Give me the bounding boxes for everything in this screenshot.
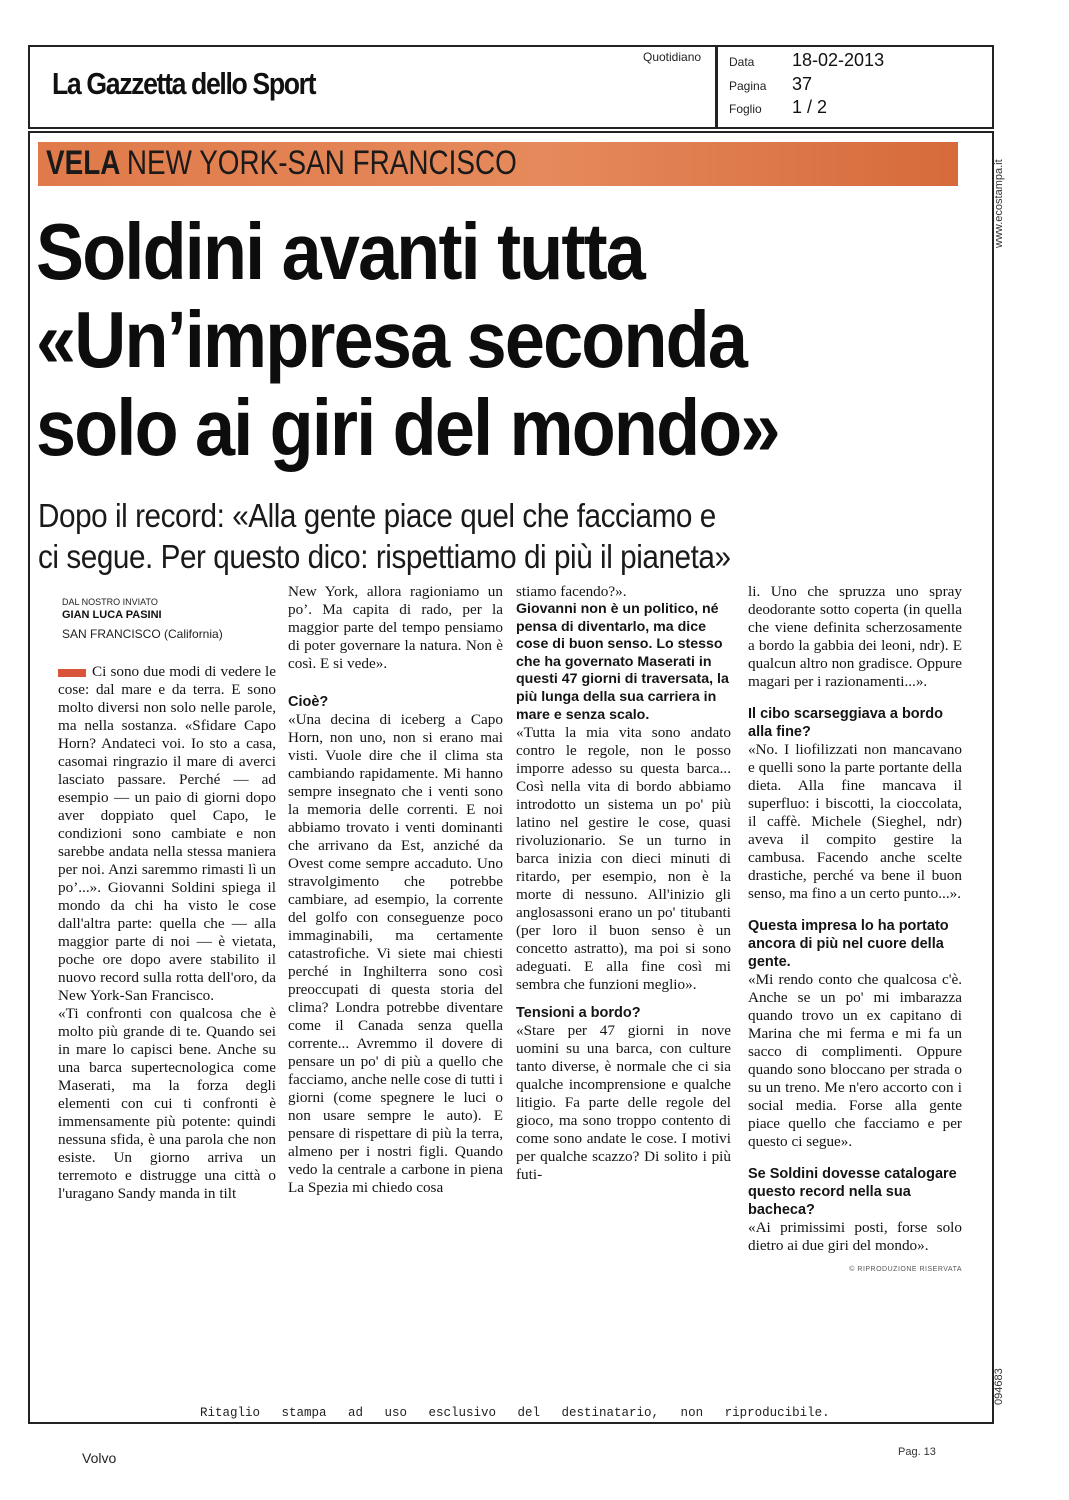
publication-type: Quotidiano bbox=[643, 50, 702, 64]
copyright-notice: © RIPRODUZIONE RISERVATA bbox=[849, 1266, 962, 1273]
article-column-3 bbox=[516, 583, 731, 1184]
byline-author: GIAN LUCA PASINI bbox=[62, 609, 162, 621]
subhead-line-2: ci segue. Per questo dico: rispettiamo di più il pianeta» bbox=[38, 538, 731, 575]
headline-line-2: «Un’impresa seconda bbox=[36, 295, 747, 384]
kicker-section: VELA bbox=[46, 144, 121, 182]
paragraph: «Ai primissimi posti, forse solo dietro ai due giri del mondo». bbox=[748, 1219, 962, 1254]
question: Cioè? bbox=[288, 694, 329, 710]
paragraph: «Stare per 47 giorni in nove uomini su una barca, con culture tanto diverse, è normale che ci sia qualche incomprensione e qualche litigio. Fa parte delle regole del gioco, ma sono troppo contento di come sono andate le cose. I motivi per qualche scazzo? Di solito i più futi- bbox=[516, 1022, 731, 1184]
paragraph: Ci sono due modi di vedere le cose: dal mare e da terra. E sono molto diversi non solo nelle parole, ma nella sostanza. «Sfidare Capo Horn? Andateci voi. Io sto a casa, casomai ringrazio il mare di averci lasciato passare. Perché — ad esempio — un paio di giorni dopo aver doppiato quel Capo, le condizioni sono cambiate e non sarebbe andata nella stessa maniera per noi. Anzi saremmo rimasti lì un po’...». Giovanni Soldini spiega il mondo da chi ha visto le cose dall'altra parte: quella che — alla maggior parte di noi — è vietata, poche ore dopo avere stabilito il nuovo record sulla rotta dell'oro, da New York-San Francisco. bbox=[58, 663, 276, 1004]
question: Questa impresa lo ha portato ancora di più nel cuore della gente. bbox=[748, 918, 949, 970]
paragraph: «Ti confronti con qualcosa che è molto più grande di te. Quando sei in mare lo capisci bene. Anche su una barca supertecnologica come Maserati, ma la forza degli elementi con cui ti confronti è immensamente più potente: quindi nessuna sfida, è una parola che non esiste. Un giorno arriva un terremoto e distrugge una città o l'uragano Sandy manda in tilt bbox=[58, 1005, 276, 1202]
date-value: 18-02-2013 bbox=[792, 50, 885, 70]
footer-page-number: Pag. 13 bbox=[898, 1446, 936, 1458]
paragraph: «Mi rendo conto che qualcosa c'è. Anche se un po' mi imbarazza quando trovo un ex capitano di Marina che mi ferma e mi fa un sacco di complimenti. Oppure quando sono bloccano per strada o su un treno. Me n'ero accorto con i social media. Forse alla gente piace quello che facciamo e per questo ci segue». bbox=[748, 971, 962, 1150]
article-column-2 bbox=[288, 583, 503, 1197]
paragraph: li. Uno che spruzza uno spray deodorante sotto coperta (in quella che viene definita scherzosamente a bordo la gabbia dei leoni, ndr). E qualcun altro non gradisce. Oppure magari per i razionamenti...». bbox=[748, 583, 962, 690]
question: Se Soldini dovesse catalogare questo record nella sua bacheca? bbox=[748, 1166, 957, 1218]
kicker-topic: NEW YORK-SAN FRANCISCO bbox=[126, 144, 517, 182]
masthead-divider bbox=[715, 45, 718, 129]
page-label: Pagina bbox=[729, 79, 767, 93]
newspaper-logo: La Gazzetta dello Sport bbox=[52, 66, 316, 101]
question: Tensioni a bordo? bbox=[516, 1005, 641, 1022]
byline-prefix: DAL NOSTRO INVIATO bbox=[62, 597, 158, 607]
article-column-1 bbox=[58, 663, 276, 1203]
clipping-notice: Ritaglio stampa ad uso esclusivo del destinatario, non riproducibile. bbox=[200, 1406, 830, 1420]
headline-line-3: solo ai giri del mondo» bbox=[36, 383, 779, 472]
lead-paragraph: Giovanni non è un politico, né pensa di diventarlo, ma dice cose di buon senso. Lo stesso che ha governato Maserati in questi 47 giorni di traversata, la più lunga della sua carriera in mare e senza scalo. bbox=[516, 601, 729, 723]
paragraph: New York, allora ragioniamo un po’. Ma capita di rado, per la maggior parte del tempo pensiamo di poter governare la natura. Non è così. E si vede». bbox=[288, 583, 503, 672]
article-column-4 bbox=[748, 583, 962, 1279]
paragraph: «No. I liofilizzati non mancavano e quelli sono la parte portante della dieta. Alla fine mancava il superfluo: i biscotti, la cioccolata, il caffè. Michele (Sieghel, ndr) aveva il compito gestire la cambusa. Facendo anche scelte drastiche, perché va bene il buon senso, ma fino a un certo punto...». bbox=[748, 741, 962, 902]
byline-dateline: SAN FRANCISCO (California) bbox=[62, 627, 223, 641]
paragraph: «Una decina di iceberg a Capo Horn, non uno, non si erano mai visti. Vuole dire che il clima sta cambiando rapidamente. Mi hanno sempre insegnato che i venti sono la memoria delle correnti. E noi abbiamo trovato i venti dominanti che arrivano da Est, anziché da Ovest come sempre accaduto. Uno stravolgimento che potrebbe cambiare, ad esempio, la corrente del golfo con conseguenze poco immaginabili, ma certamente catastrofiche. Vi siete mai chiesti perché in Inghilterra sono così preoccupati di questa storia del clima? Londra potrebbe diventare come il Canada senza quella corrente... Avremmo il dovere di pensare un po' di più a quello che facciamo, anche nelle cose di tutti i giorni (come spegnere le luci o non usare sempre le auto). E pensare di rispettare di più la terra, almeno per i nostri figli. Quando vedo la centrale a carbone in piena La Spezia mi chiedo cosa bbox=[288, 711, 503, 1196]
page-value: 37 bbox=[792, 74, 813, 94]
side-source-url: www.ecostampa.it bbox=[993, 159, 1005, 248]
paragraph: stiamo facendo?». bbox=[516, 583, 627, 600]
sheet-label: Foglio bbox=[729, 102, 762, 116]
side-clip-code: 094683 bbox=[993, 1368, 1005, 1405]
headline-line-1: Soldini avanti tutta bbox=[36, 207, 645, 296]
subhead-line-1: Dopo il record: «Alla gente piace quel che facciamo e bbox=[38, 497, 716, 534]
lead-marker bbox=[58, 669, 86, 677]
question: Il cibo scarseggiava a bordo alla fine? bbox=[748, 706, 944, 740]
footer-client: Volvo bbox=[82, 1450, 117, 1466]
kicker bbox=[46, 144, 517, 183]
date-label: Data bbox=[729, 55, 755, 69]
sheet-value: 1 / 2 bbox=[792, 97, 828, 117]
paragraph: «Tutta la mia vita sono andato contro le regole, non le posso imporre adesso su questa barca... Così nella vita di bordo abbiamo introdotto un sistema un po' più latino nel gestire le cose, quasi rivoluzionario. Se un turno in barca inizia con dieci minuti di ritardo, per esempio, non è la morte di nessuno. All'inizio gli anglosassoni erano un po' titubanti (per loro il buon senso è un concetto astratto), ma poi si sono adeguati. E alla fine così mi sembra che funzioni meglio». bbox=[516, 724, 731, 994]
